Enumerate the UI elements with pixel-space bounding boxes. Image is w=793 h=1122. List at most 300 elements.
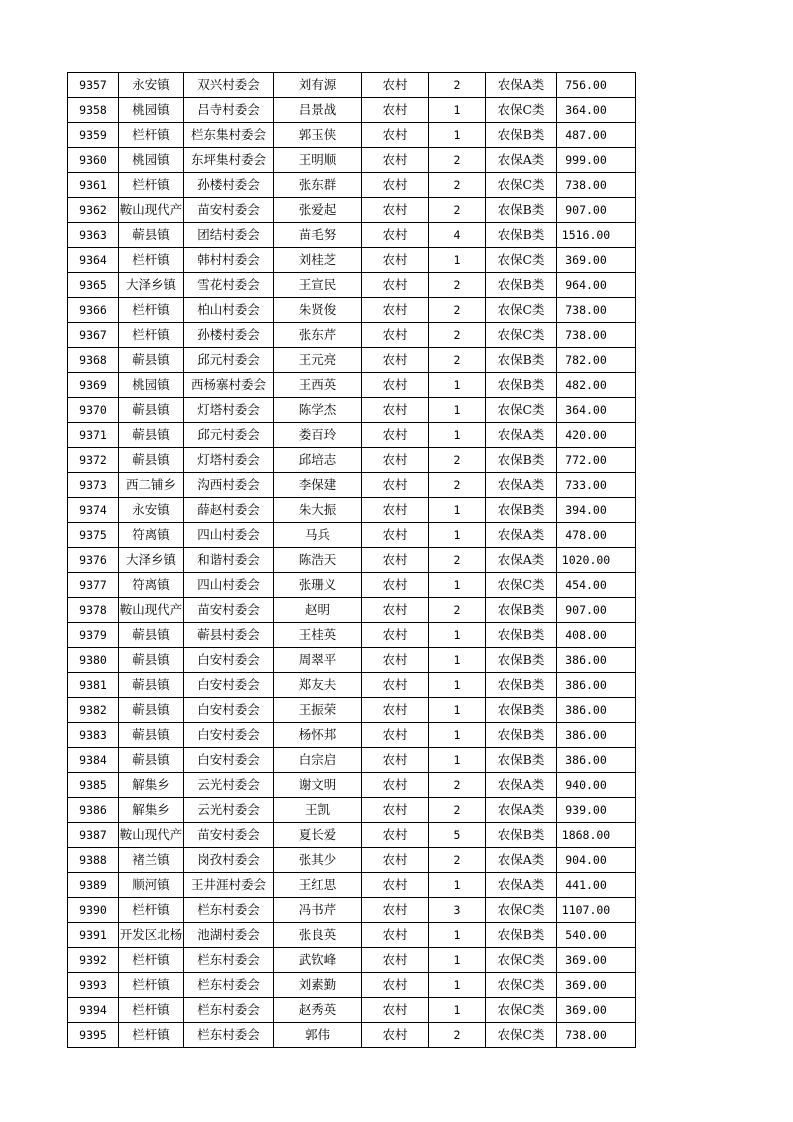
cell-household-type: 农村 bbox=[362, 573, 429, 598]
cell-serial-number: 9393 bbox=[68, 973, 119, 998]
table-row bbox=[68, 148, 636, 173]
cell-name: 陈浩天 bbox=[274, 548, 362, 573]
cell-household-size: 4 bbox=[429, 223, 486, 248]
cell-household-type: 农村 bbox=[362, 848, 429, 873]
cell-village-committee: 邱元村委会 bbox=[184, 348, 274, 373]
cell-household-type: 农村 bbox=[362, 673, 429, 698]
table-row bbox=[68, 123, 636, 148]
cell-name: 王元亮 bbox=[274, 348, 362, 373]
cell-township: 顺河镇 bbox=[119, 873, 184, 898]
cell-village-committee: 云光村委会 bbox=[184, 798, 274, 823]
cell-household-size: 2 bbox=[429, 173, 486, 198]
cell-amount: 487.00 bbox=[557, 123, 636, 148]
cell-household-type: 农村 bbox=[362, 273, 429, 298]
cell-household-size: 2 bbox=[429, 273, 486, 298]
cell-household-type: 农村 bbox=[362, 223, 429, 248]
cell-serial-number: 9385 bbox=[68, 773, 119, 798]
cell-household-size: 1 bbox=[429, 98, 486, 123]
cell-village-committee: 栏东村委会 bbox=[184, 973, 274, 998]
cell-township: 鞍山现代产 bbox=[119, 198, 184, 223]
cell-household-type: 农村 bbox=[362, 873, 429, 898]
table-row bbox=[68, 698, 636, 723]
cell-name: 张爱起 bbox=[274, 198, 362, 223]
cell-village-committee: 雪花村委会 bbox=[184, 273, 274, 298]
cell-amount: 454.00 bbox=[557, 573, 636, 598]
cell-township: 栏杆镇 bbox=[119, 298, 184, 323]
cell-household-size: 2 bbox=[429, 1023, 486, 1048]
cell-insurance-category: 农保A类 bbox=[486, 148, 557, 173]
cell-household-type: 农村 bbox=[362, 973, 429, 998]
table-row bbox=[68, 1023, 636, 1048]
cell-insurance-category: 农保A类 bbox=[486, 798, 557, 823]
cell-township: 栏杆镇 bbox=[119, 1023, 184, 1048]
cell-village-committee: 四山村委会 bbox=[184, 573, 274, 598]
cell-village-committee: 西杨寨村委会 bbox=[184, 373, 274, 398]
cell-insurance-category: 农保C类 bbox=[486, 948, 557, 973]
cell-township: 蕲县镇 bbox=[119, 423, 184, 448]
cell-amount: 964.00 bbox=[557, 273, 636, 298]
cell-name: 张其少 bbox=[274, 848, 362, 873]
cell-household-size: 2 bbox=[429, 848, 486, 873]
cell-name: 白宗启 bbox=[274, 748, 362, 773]
cell-serial-number: 9381 bbox=[68, 673, 119, 698]
cell-village-committee: 岗孜村委会 bbox=[184, 848, 274, 873]
cell-household-size: 1 bbox=[429, 698, 486, 723]
cell-household-type: 农村 bbox=[362, 348, 429, 373]
cell-household-size: 2 bbox=[429, 73, 486, 98]
cell-township: 永安镇 bbox=[119, 73, 184, 98]
cell-amount: 756.00 bbox=[557, 73, 636, 98]
cell-serial-number: 9372 bbox=[68, 448, 119, 473]
cell-township: 解集乡 bbox=[119, 773, 184, 798]
cell-insurance-category: 农保B类 bbox=[486, 273, 557, 298]
cell-name: 王西英 bbox=[274, 373, 362, 398]
cell-village-committee: 和谐村委会 bbox=[184, 548, 274, 573]
cell-township: 栏杆镇 bbox=[119, 173, 184, 198]
cell-amount: 738.00 bbox=[557, 1023, 636, 1048]
cell-township: 大泽乡镇 bbox=[119, 273, 184, 298]
cell-insurance-category: 农保C类 bbox=[486, 973, 557, 998]
cell-serial-number: 9370 bbox=[68, 398, 119, 423]
cell-village-committee: 孙楼村委会 bbox=[184, 173, 274, 198]
cell-name: 邱培志 bbox=[274, 448, 362, 473]
cell-household-size: 1 bbox=[429, 248, 486, 273]
cell-serial-number: 9357 bbox=[68, 73, 119, 98]
cell-serial-number: 9386 bbox=[68, 798, 119, 823]
cell-name: 刘素勤 bbox=[274, 973, 362, 998]
cell-village-committee: 栏东村委会 bbox=[184, 948, 274, 973]
cell-name: 苗毛努 bbox=[274, 223, 362, 248]
cell-insurance-category: 农保B类 bbox=[486, 673, 557, 698]
cell-amount: 738.00 bbox=[557, 173, 636, 198]
cell-household-type: 农村 bbox=[362, 173, 429, 198]
cell-insurance-category: 农保B类 bbox=[486, 448, 557, 473]
cell-village-committee: 柏山村委会 bbox=[184, 298, 274, 323]
cell-household-type: 农村 bbox=[362, 423, 429, 448]
table-row bbox=[68, 648, 636, 673]
table-row bbox=[68, 773, 636, 798]
table-row bbox=[68, 748, 636, 773]
cell-amount: 1020.00 bbox=[557, 548, 636, 573]
table-row bbox=[68, 998, 636, 1023]
cell-serial-number: 9376 bbox=[68, 548, 119, 573]
cell-amount: 540.00 bbox=[557, 923, 636, 948]
cell-household-type: 农村 bbox=[362, 148, 429, 173]
cell-name: 刘有源 bbox=[274, 73, 362, 98]
cell-household-type: 农村 bbox=[362, 923, 429, 948]
cell-name: 冯书芹 bbox=[274, 898, 362, 923]
cell-township: 蕲县镇 bbox=[119, 748, 184, 773]
cell-amount: 733.00 bbox=[557, 473, 636, 498]
cell-insurance-category: 农保C类 bbox=[486, 898, 557, 923]
cell-village-committee: 韩村村委会 bbox=[184, 248, 274, 273]
cell-name: 郭玉侠 bbox=[274, 123, 362, 148]
cell-village-committee: 王井涯村委会 bbox=[184, 873, 274, 898]
cell-amount: 420.00 bbox=[557, 423, 636, 448]
cell-household-type: 农村 bbox=[362, 298, 429, 323]
cell-serial-number: 9378 bbox=[68, 598, 119, 623]
cell-household-type: 农村 bbox=[362, 73, 429, 98]
cell-village-committee: 栏东集村委会 bbox=[184, 123, 274, 148]
cell-village-committee: 苗安村委会 bbox=[184, 198, 274, 223]
table-row bbox=[68, 198, 636, 223]
table-row bbox=[68, 823, 636, 848]
table-row bbox=[68, 248, 636, 273]
cell-insurance-category: 农保A类 bbox=[486, 848, 557, 873]
cell-household-type: 农村 bbox=[362, 698, 429, 723]
cell-village-committee: 邱元村委会 bbox=[184, 423, 274, 448]
cell-household-size: 2 bbox=[429, 473, 486, 498]
cell-amount: 369.00 bbox=[557, 998, 636, 1023]
cell-household-size: 1 bbox=[429, 423, 486, 448]
cell-household-size: 1 bbox=[429, 948, 486, 973]
table-row bbox=[68, 548, 636, 573]
cell-household-type: 农村 bbox=[362, 623, 429, 648]
cell-village-committee: 东坪集村委会 bbox=[184, 148, 274, 173]
cell-township: 鞍山现代产 bbox=[119, 823, 184, 848]
cell-serial-number: 9377 bbox=[68, 573, 119, 598]
cell-serial-number: 9366 bbox=[68, 298, 119, 323]
table-row bbox=[68, 798, 636, 823]
cell-amount: 386.00 bbox=[557, 723, 636, 748]
cell-village-committee: 沟西村委会 bbox=[184, 473, 274, 498]
cell-insurance-category: 农保C类 bbox=[486, 573, 557, 598]
table-row bbox=[68, 373, 636, 398]
table-row bbox=[68, 173, 636, 198]
cell-insurance-category: 农保B类 bbox=[486, 123, 557, 148]
cell-serial-number: 9395 bbox=[68, 1023, 119, 1048]
table-row bbox=[68, 498, 636, 523]
cell-serial-number: 9361 bbox=[68, 173, 119, 198]
cell-village-committee: 栏东村委会 bbox=[184, 1023, 274, 1048]
cell-household-type: 农村 bbox=[362, 398, 429, 423]
cell-village-committee: 云光村委会 bbox=[184, 773, 274, 798]
cell-household-size: 3 bbox=[429, 898, 486, 923]
table-row bbox=[68, 298, 636, 323]
cell-household-size: 1 bbox=[429, 673, 486, 698]
cell-serial-number: 9388 bbox=[68, 848, 119, 873]
cell-household-size: 2 bbox=[429, 798, 486, 823]
table-row bbox=[68, 873, 636, 898]
cell-insurance-category: 农保C类 bbox=[486, 248, 557, 273]
table-row bbox=[68, 948, 636, 973]
cell-serial-number: 9369 bbox=[68, 373, 119, 398]
cell-insurance-category: 农保B类 bbox=[486, 373, 557, 398]
cell-township: 桃园镇 bbox=[119, 98, 184, 123]
cell-amount: 1107.00 bbox=[557, 898, 636, 923]
cell-insurance-category: 农保B类 bbox=[486, 198, 557, 223]
cell-village-committee: 双兴村委会 bbox=[184, 73, 274, 98]
cell-village-committee: 白安村委会 bbox=[184, 648, 274, 673]
cell-township: 褚兰镇 bbox=[119, 848, 184, 873]
cell-household-size: 1 bbox=[429, 923, 486, 948]
cell-insurance-category: 农保B类 bbox=[486, 748, 557, 773]
cell-serial-number: 9392 bbox=[68, 948, 119, 973]
table-row bbox=[68, 923, 636, 948]
cell-insurance-category: 农保A类 bbox=[486, 523, 557, 548]
table-row bbox=[68, 323, 636, 348]
cell-serial-number: 9383 bbox=[68, 723, 119, 748]
cell-insurance-category: 农保C类 bbox=[486, 998, 557, 1023]
cell-township: 蕲县镇 bbox=[119, 448, 184, 473]
cell-serial-number: 9394 bbox=[68, 998, 119, 1023]
roster-body bbox=[68, 73, 636, 1048]
benefit-roster-table bbox=[67, 72, 636, 1048]
cell-household-size: 1 bbox=[429, 623, 486, 648]
cell-household-size: 1 bbox=[429, 873, 486, 898]
cell-village-committee: 薛赵村委会 bbox=[184, 498, 274, 523]
cell-household-type: 农村 bbox=[362, 523, 429, 548]
cell-amount: 904.00 bbox=[557, 848, 636, 873]
cell-village-committee: 吕寺村委会 bbox=[184, 98, 274, 123]
cell-name: 朱大振 bbox=[274, 498, 362, 523]
cell-serial-number: 9365 bbox=[68, 273, 119, 298]
cell-household-type: 农村 bbox=[362, 723, 429, 748]
cell-household-type: 农村 bbox=[362, 373, 429, 398]
table-row bbox=[68, 398, 636, 423]
cell-name: 张东群 bbox=[274, 173, 362, 198]
cell-name: 吕景战 bbox=[274, 98, 362, 123]
cell-household-size: 1 bbox=[429, 723, 486, 748]
table-row bbox=[68, 448, 636, 473]
cell-village-committee: 蕲县村委会 bbox=[184, 623, 274, 648]
cell-household-type: 农村 bbox=[362, 548, 429, 573]
cell-township: 桃园镇 bbox=[119, 148, 184, 173]
cell-name: 谢文明 bbox=[274, 773, 362, 798]
table-row bbox=[68, 898, 636, 923]
cell-township: 解集乡 bbox=[119, 798, 184, 823]
cell-household-size: 1 bbox=[429, 123, 486, 148]
cell-serial-number: 9358 bbox=[68, 98, 119, 123]
table-row bbox=[68, 223, 636, 248]
cell-household-type: 农村 bbox=[362, 998, 429, 1023]
cell-township: 蕲县镇 bbox=[119, 398, 184, 423]
cell-township: 蕲县镇 bbox=[119, 348, 184, 373]
table-row bbox=[68, 98, 636, 123]
cell-amount: 386.00 bbox=[557, 698, 636, 723]
table-row bbox=[68, 573, 636, 598]
cell-township: 栏杆镇 bbox=[119, 898, 184, 923]
cell-township: 栏杆镇 bbox=[119, 948, 184, 973]
cell-name: 杨怀邦 bbox=[274, 723, 362, 748]
cell-amount: 772.00 bbox=[557, 448, 636, 473]
cell-insurance-category: 农保B类 bbox=[486, 923, 557, 948]
cell-household-size: 2 bbox=[429, 298, 486, 323]
cell-name: 王凯 bbox=[274, 798, 362, 823]
cell-household-size: 2 bbox=[429, 348, 486, 373]
cell-serial-number: 9360 bbox=[68, 148, 119, 173]
cell-household-type: 农村 bbox=[362, 198, 429, 223]
cell-name: 张珊义 bbox=[274, 573, 362, 598]
cell-amount: 386.00 bbox=[557, 673, 636, 698]
cell-village-committee: 孙楼村委会 bbox=[184, 323, 274, 348]
cell-serial-number: 9389 bbox=[68, 873, 119, 898]
cell-household-size: 2 bbox=[429, 548, 486, 573]
cell-township: 蕲县镇 bbox=[119, 648, 184, 673]
cell-name: 李保建 bbox=[274, 473, 362, 498]
cell-insurance-category: 农保B类 bbox=[486, 498, 557, 523]
cell-insurance-category: 农保A类 bbox=[486, 73, 557, 98]
cell-insurance-category: 农保A类 bbox=[486, 423, 557, 448]
cell-amount: 364.00 bbox=[557, 398, 636, 423]
cell-insurance-category: 农保C类 bbox=[486, 323, 557, 348]
cell-amount: 738.00 bbox=[557, 323, 636, 348]
cell-amount: 907.00 bbox=[557, 598, 636, 623]
cell-serial-number: 9379 bbox=[68, 623, 119, 648]
cell-household-type: 农村 bbox=[362, 498, 429, 523]
cell-household-type: 农村 bbox=[362, 898, 429, 923]
cell-serial-number: 9380 bbox=[68, 648, 119, 673]
cell-township: 栏杆镇 bbox=[119, 973, 184, 998]
cell-amount: 940.00 bbox=[557, 773, 636, 798]
cell-household-type: 农村 bbox=[362, 798, 429, 823]
table-row bbox=[68, 423, 636, 448]
cell-insurance-category: 农保C类 bbox=[486, 298, 557, 323]
cell-household-size: 1 bbox=[429, 998, 486, 1023]
cell-township: 栏杆镇 bbox=[119, 123, 184, 148]
table-row bbox=[68, 273, 636, 298]
cell-household-type: 农村 bbox=[362, 323, 429, 348]
cell-village-committee: 团结村委会 bbox=[184, 223, 274, 248]
cell-household-size: 1 bbox=[429, 573, 486, 598]
table-row bbox=[68, 598, 636, 623]
cell-insurance-category: 农保B类 bbox=[486, 698, 557, 723]
cell-name: 周翠平 bbox=[274, 648, 362, 673]
cell-township: 栏杆镇 bbox=[119, 323, 184, 348]
cell-name: 郭伟 bbox=[274, 1023, 362, 1048]
cell-serial-number: 9364 bbox=[68, 248, 119, 273]
cell-name: 王明顺 bbox=[274, 148, 362, 173]
cell-township: 蕲县镇 bbox=[119, 623, 184, 648]
cell-insurance-category: 农保A类 bbox=[486, 548, 557, 573]
cell-amount: 939.00 bbox=[557, 798, 636, 823]
cell-township: 桃园镇 bbox=[119, 373, 184, 398]
cell-name: 陈学杰 bbox=[274, 398, 362, 423]
cell-household-size: 2 bbox=[429, 448, 486, 473]
cell-township: 鞍山现代产 bbox=[119, 598, 184, 623]
cell-household-type: 农村 bbox=[362, 248, 429, 273]
cell-amount: 1868.00 bbox=[557, 823, 636, 848]
cell-insurance-category: 农保B类 bbox=[486, 648, 557, 673]
table-row bbox=[68, 473, 636, 498]
cell-amount: 782.00 bbox=[557, 348, 636, 373]
cell-village-committee: 白安村委会 bbox=[184, 698, 274, 723]
cell-serial-number: 9367 bbox=[68, 323, 119, 348]
cell-name: 王宣民 bbox=[274, 273, 362, 298]
cell-amount: 441.00 bbox=[557, 873, 636, 898]
cell-household-size: 1 bbox=[429, 973, 486, 998]
cell-household-size: 1 bbox=[429, 498, 486, 523]
cell-household-size: 2 bbox=[429, 148, 486, 173]
cell-insurance-category: 农保A类 bbox=[486, 473, 557, 498]
cell-insurance-category: 农保C类 bbox=[486, 173, 557, 198]
cell-household-type: 农村 bbox=[362, 1023, 429, 1048]
cell-amount: 364.00 bbox=[557, 98, 636, 123]
cell-village-committee: 栏东村委会 bbox=[184, 998, 274, 1023]
cell-village-committee: 四山村委会 bbox=[184, 523, 274, 548]
cell-name: 赵明 bbox=[274, 598, 362, 623]
cell-township: 符离镇 bbox=[119, 523, 184, 548]
cell-serial-number: 9363 bbox=[68, 223, 119, 248]
cell-serial-number: 9362 bbox=[68, 198, 119, 223]
cell-household-size: 2 bbox=[429, 323, 486, 348]
cell-name: 张东芹 bbox=[274, 323, 362, 348]
cell-household-size: 2 bbox=[429, 598, 486, 623]
cell-insurance-category: 农保A类 bbox=[486, 873, 557, 898]
cell-township: 蕲县镇 bbox=[119, 698, 184, 723]
cell-township: 开发区北杨 bbox=[119, 923, 184, 948]
cell-insurance-category: 农保B类 bbox=[486, 598, 557, 623]
cell-serial-number: 9387 bbox=[68, 823, 119, 848]
cell-name: 张良英 bbox=[274, 923, 362, 948]
cell-village-committee: 池湖村委会 bbox=[184, 923, 274, 948]
cell-village-committee: 灯塔村委会 bbox=[184, 448, 274, 473]
cell-household-type: 农村 bbox=[362, 823, 429, 848]
cell-serial-number: 9371 bbox=[68, 423, 119, 448]
cell-insurance-category: 农保B类 bbox=[486, 723, 557, 748]
cell-serial-number: 9390 bbox=[68, 898, 119, 923]
cell-township: 蕲县镇 bbox=[119, 723, 184, 748]
cell-serial-number: 9373 bbox=[68, 473, 119, 498]
cell-household-type: 农村 bbox=[362, 948, 429, 973]
cell-household-size: 2 bbox=[429, 773, 486, 798]
table-row bbox=[68, 73, 636, 98]
cell-serial-number: 9375 bbox=[68, 523, 119, 548]
table-row bbox=[68, 523, 636, 548]
cell-name: 刘桂芝 bbox=[274, 248, 362, 273]
cell-amount: 408.00 bbox=[557, 623, 636, 648]
cell-village-committee: 白安村委会 bbox=[184, 673, 274, 698]
cell-household-type: 农村 bbox=[362, 773, 429, 798]
cell-amount: 999.00 bbox=[557, 148, 636, 173]
table-row bbox=[68, 723, 636, 748]
table-row bbox=[68, 623, 636, 648]
cell-amount: 394.00 bbox=[557, 498, 636, 523]
table-row bbox=[68, 848, 636, 873]
cell-serial-number: 9382 bbox=[68, 698, 119, 723]
cell-household-type: 农村 bbox=[362, 748, 429, 773]
cell-name: 武钦峰 bbox=[274, 948, 362, 973]
cell-serial-number: 9384 bbox=[68, 748, 119, 773]
cell-village-committee: 栏东村委会 bbox=[184, 898, 274, 923]
cell-household-size: 5 bbox=[429, 823, 486, 848]
cell-village-committee: 苗安村委会 bbox=[184, 823, 274, 848]
cell-amount: 907.00 bbox=[557, 198, 636, 223]
cell-household-type: 农村 bbox=[362, 648, 429, 673]
cell-amount: 482.00 bbox=[557, 373, 636, 398]
cell-amount: 386.00 bbox=[557, 748, 636, 773]
cell-name: 王桂英 bbox=[274, 623, 362, 648]
